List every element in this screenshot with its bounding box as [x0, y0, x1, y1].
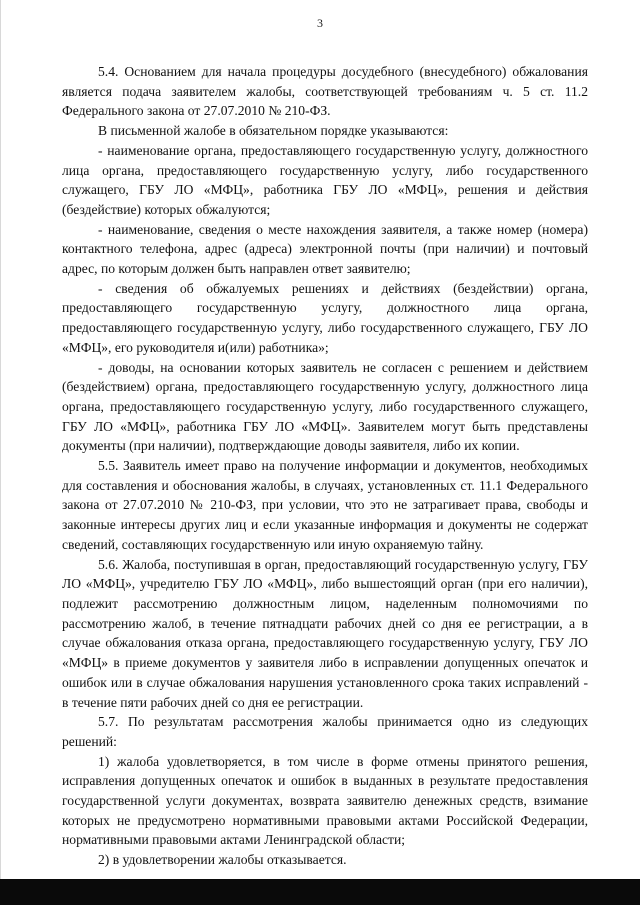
paragraph-5-6: 5.6. Жалоба, поступившая в орган, предоставляющий государственную услугу, ГБУ ЛО «МФЦ», учредителю ГБУ ЛО «МФЦ», либо вышестоящий орган (при его наличии), подлежит рассмотрению должностным лицом, наделенным полномочиями по рассмотрению жалоб, в течение пятнадцати рабочих дней со дня ее регистрации, а в случае обжалования отказа органа, предоставляющего государственную услугу, ГБУ ЛО «МФЦ» в приеме документов у заявителя либо в исправлении допущенных опечаток и ошибок или в случае обжалования нарушения установленного срока таких исправлений - в течение пяти рабочих дней со дня ее регистрации. [62, 556, 588, 710]
paragraph-5-7: 5.7. По результатам рассмотрения жалобы принимается одно из следующих решений: [62, 714, 588, 749]
list-item-applicant-info: - наименование, сведения о месте нахождения заявителя, а также номер (номера) контактного телефона, адрес (адреса) электронной почты (при наличии) и почтовый адрес, по которым должен быть направлен ответ заявителю; [62, 221, 588, 277]
paragraph-5-4: 5.4. Основанием для начала процедуры досудебного (внесудебного) обжалования является подача заявителем жалобы, соответствующей требованиям ч. 5 ст. 11.2 Федерального закона от 27.07.2010 № 210-ФЗ. [62, 64, 588, 119]
list-item-appealed-decisions: - сведения об обжалуемых решениях и действиях (бездействии) органа, предоставляющего государственную услугу, должностного лица органа, предоставляющего государственную услугу, либо государственного служащего, ГБУ ЛО «МФЦ», его руководителя и(или) работника»; [62, 280, 588, 355]
paragraph-5-5: 5.5. Заявитель имеет право на получение информации и документов, необходимых для составления и обоснования жалобы, в случаях, установленных ст. 11.1 Федерального закона от 27.07.2010 № 210-ФЗ, при условии, что это не затрагивает права, свободы и законные интересы других лиц и если указанные информация и документы не содержат сведений, составляющих государственную или иную охраняемую тайну. [62, 458, 588, 552]
document-body [62, 62, 588, 870]
decision-item-2: 2) в удовлетворении жалобы отказывается. [98, 852, 347, 868]
decision-item-1: 1) жалоба удовлетворяется, в том числе в форме отмены принятого решения, исправления допущенных опечаток и ошибок в выданных в результате предоставления государственной услуги документах, возврата заявителю денежных средств, взимание которых не предусмотрено нормативными правовыми актами Российской Федерации, нормативными правовыми актами Ленинградской области; [62, 753, 588, 848]
list-item-body-name: - наименование органа, предоставляющего государственную услугу, должностного лица органа, предоставляющего государственную услугу, либо государственного служащего, ГБУ ЛО «МФЦ», работника ГБУ ЛО «МФЦ», решения и действия (бездействие) которых обжалуются; [62, 142, 588, 217]
scan-edge [0, 0, 1, 879]
page-number: 3 [317, 16, 323, 30]
paragraph-complaint-requirements: В письменной жалобе в обязательном порядке указываются: [98, 123, 449, 139]
scan-bottom-border [0, 879, 640, 905]
list-item-arguments: - доводы, на основании которых заявитель не согласен с решением и действием (бездействием) органа, предоставляющего государственную услугу, должностного лица органа, предоставляющего государственную услугу, либо государственного служащего, ГБУ ЛО «МФЦ», работника ГБУ ЛО «МФЦ». Заявителем могут быть представлены документы (при наличии), подтверждающие доводы заявителя, либо их копии. [62, 359, 588, 454]
